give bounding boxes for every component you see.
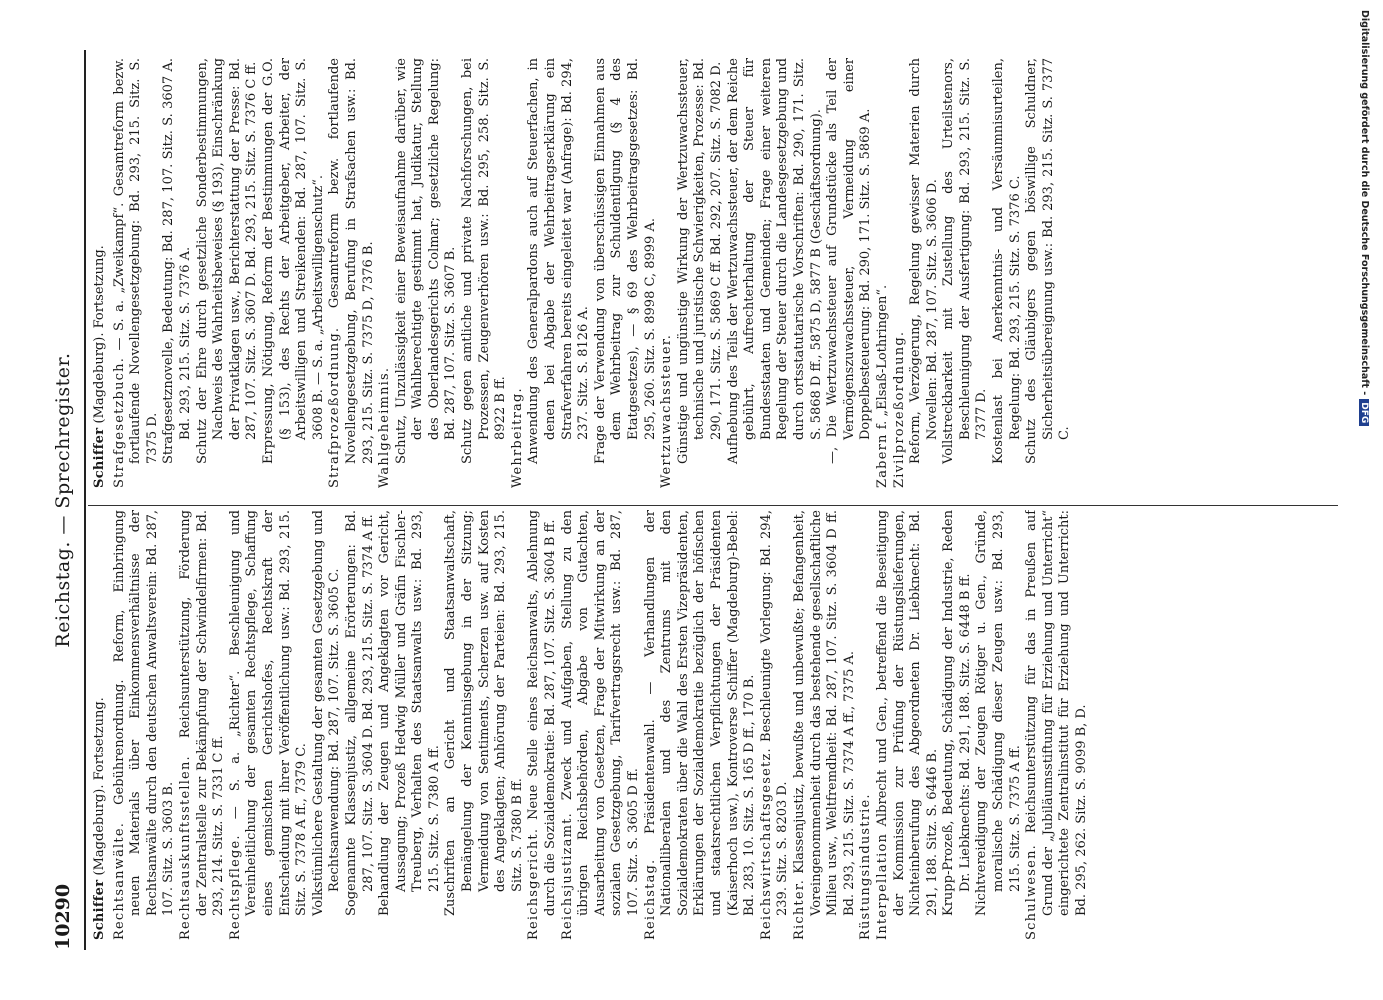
index-entry (875, 510, 941, 940)
entry-text: Sogenannte Klassenjustiz, allgemeine Erörterungen: Bd. 287, 107. Sitz. S. 3604 D. Bd. 293, 215. Sitz. S. 7374 A ff. (343, 510, 376, 916)
index-entry (858, 510, 875, 940)
index-entry (261, 58, 327, 488)
index-entry (526, 58, 592, 488)
entry-text: Gesamtreform bezw. fortlaufende Novellengesetzgebung, Berufung in Strafsachen usw.: Bd. 293, 215. Sitz. S. 7375 D, 7376 B. (327, 58, 376, 464)
entry-title: Reichsgericht. (526, 827, 542, 940)
index-entry (560, 510, 643, 940)
entry-text: Nichtvereidigung der Zeugen Rötiger u. Gen., Gründe, moralische Schädigung dieser Zeugen usw.: Bd. 293, 215. Sitz. S. 7375 A ff. (974, 510, 1023, 916)
entry-text: Reform, Verzögerung, Regelung gewisser Materien durch Novellen: Bd. 287, 107. Sitz. S. 3606 D. (908, 58, 940, 464)
entry-text: Albrecht und Gen., betreffend die Beseitigung der Kommission zur Prüfung der Rüstungslieferungen, Nichteinberufung des Abgeordneten Dr. Liebknecht: Bd. 291, 188. Sitz. S. 6446 B. (874, 510, 940, 916)
index-entry (941, 58, 991, 488)
speaker-name: Schiffer (92, 879, 107, 940)
entry-title: Interpellation (874, 832, 890, 940)
entry-text: Günstige und ungünstige Wirkung der Wertzuwachssteuer, technische und juristische Schwierigkeiten, Prozesse: Bd. 290, 171. Sitz. S. 5869 C ff. Bd. 292, 207. Sitz. S. 7082 D. (675, 58, 724, 464)
running-title: Reichstag. — Sprechregister. (52, 352, 74, 648)
entry-text: Aufhebung des Teils der Wertzuwachssteuer, der dem Reiche gebührt, Aufrechterhaltung der Steuer für Bundesstaaten und Gemeinden; Frage einer weiteren Regelung der Steuer durch die Landesgesetzgebung und durch ortsstatutarische Vorschriften: Bd. 290, 171. Sitz. S. 5868 D ff., 5875 D, 5877 B (Geschäftsordnung). (725, 58, 824, 464)
column-divider (88, 505, 1338, 506)
entry-text: Volkstümlichere Gestaltung der gesamten Gesetzgebung und Rechtsanwendung: Bd. 287, 107. Sitz. S. 3605 C. (310, 510, 343, 916)
index-entry (327, 58, 377, 488)
page-header (52, 50, 82, 950)
entry-text: Reichsunterstützung, Förderung der Zentralstelle zur Bekämpfung der Schwindelfirmen: Bd. 293, 214. Sitz. S. 7331 C ff. (177, 510, 227, 916)
entry-text: Schutz, Unzulässigkeit einer Beweisaufnahme darüber, wie der Wahlberechtigte gestimmt hat, Judikatur, Stellung des Oberlandesgerichts Colmar; gesetzliche Regelung: Bd. 287, 107. Sitz. S. 3607 B. (393, 58, 459, 464)
entry-text: Frage der Verwendung von überschüssigen Einnahmen aus dem Wehrbeitrag zur Schuldentilgung (§ 4 des Etatgesetzes), — § 69 des Wehrbeitragsgesetzes: Bd. 295, 260. Sitz. S. 8998 C, 8999 A. (592, 58, 658, 464)
digitization-imprint (1357, 10, 1370, 990)
entry-title: Zabern (874, 433, 890, 488)
index-entry (161, 58, 194, 488)
entry-text: — S. a. „Zweikampf“. Gesamtreform bezw. fortlaufende Novellengesetzgebung: Bd. 293, 215. Sitz. S. 7375 D. (111, 58, 160, 464)
entry-text: Reichsunterstützung für das in Preußen auf Grund der „Jubiläumsstiftung für Erziehung und Unterricht“ eingerichtete Zentralinstitut für Erziehung und Unterricht: Bd. 295, 262. Sitz. S. 9099 B, D. (1024, 510, 1090, 916)
entry-text: Zweck und Aufgaben, Stellung zu den übrigen Reichsbehörden, Abgabe von Gutachten, Ausarbeitung von Gesetzen, Frage der Mitwirkung an der sozialen Gesetzgebung, Tarifvertragsrecht usw.: Bd. 287, 107. Sitz. S. 3605 D ff. (559, 510, 641, 916)
index-entry (974, 510, 1024, 940)
index-entry (825, 58, 875, 488)
index-entry (443, 510, 526, 940)
entry-text: Strafgesetznovelle, Bedeutung: Bd. 287, 107. Sitz. S. 3607 A. Bd. 293, 215. Sitz. S. 7376 A. (161, 58, 193, 464)
entry-title: Wahlgeheimnis. (377, 366, 393, 488)
index-entry (1024, 510, 1090, 940)
entry-title: Zivilprozeßordnung. (891, 330, 907, 488)
dfg-logo: DFG (1359, 399, 1369, 426)
index-entry (1024, 58, 1074, 488)
right-column (92, 58, 1342, 488)
index-entry (311, 510, 344, 940)
entry-text: Klassenjustiz, bewußte und unbewußte; Befangenheit, Voreingenommenheit durch das bestehende gesellschaftliche Milieu usw., Weltfremdheit: Bd. 287, 107. Sitz. S. 3604 D ff. Bd. 293, 215. Sitz. S. 7374 A ff., 7375 A. (791, 510, 857, 916)
index-entry (178, 510, 228, 940)
entry-title: Rechtsanwälte. (111, 821, 127, 940)
index-entry (643, 510, 759, 940)
entry-title: Strafgesetzbuch. (111, 356, 127, 488)
index-entry (759, 510, 792, 940)
entry-text: Krupp-Prozeß, Bedeutung, Schädigung der Industrie, Reden Dr. Liebknechts: Bd. 291, 188. Sitz. S. 6448 B ff. (941, 510, 973, 916)
index-entry (344, 510, 377, 940)
entry-title: Rechtsauskunftsstellen. (177, 755, 193, 940)
entry-text: Zuschriften an Gericht und Staatsanwaltschaft, Bemängelung der Kenntnisgebung in der Sitzung; Vermeidung von Sentiments, Scherzen usw. auf Kosten des Angeklagten; Anhörung der Parteien: Bd. 293, 215. Sitz. S. 7380 B ff. (443, 510, 525, 916)
index-entry (228, 510, 311, 940)
entry-title: Wertzuwachssteuer. (659, 333, 675, 488)
entry-text: Schutz der Ehre durch gesetzliche Sonderbestimmungen, Nachweis des Wahrheitsbeweises (§ 193), Einschränkung der Privatklagen usw., Berichterstattung der Presse: Bd. 287, 107. Sitz. S. 3607 D. Bd. 293, 215. Sitz. S. 7376 C ff. (194, 58, 260, 464)
index-entry (112, 58, 162, 488)
index-entry (112, 510, 178, 940)
entry-text: Präsidentenwahl. — Verhandlungen der Nationalliberalen und des Zentrums mit den Sozialdemokraten über die Wahl des Ersten Vizepräsidenten, Erklärungen der Sozialdemokratie bezüglich der höfischen und staatsrechtlichen Verpflichtungen der Präsidenten (Kaiserhoch usw.), Kontroverse Schiffer (Magdeburg)-Bebel: Bd. 283, 10. Sitz. S. 165 D ff., 170 B. (642, 510, 758, 916)
index-entry (377, 510, 443, 940)
index-entry (460, 58, 510, 488)
index-entry (659, 58, 676, 488)
entry-title: Reichstag. (642, 858, 658, 940)
entry-title: Schulwesen. (1024, 844, 1040, 940)
entry-title: Rechtspflege. (227, 834, 243, 940)
index-entries (112, 510, 1091, 940)
left-column (92, 510, 1342, 940)
entry-text: —, Die Wertzuwachssteuer auf Grundstücke als Teil der Vermögenszuwachssteuer, Vermeidung einer Doppelbesteuerung: Bd. 290, 171. Sitz. S. 5869 A. (825, 58, 874, 464)
entry-title: Reichswirtschaftsgesetz. (758, 747, 774, 940)
entry-text: Erpressung, Nötigung, Reform der Bestimmungen der G.O. (§ 153), des Rechts der Arbeitgeber, Arbeiter, der Arbeitswilligen und Streikenden: Bd. 287, 107. Sitz. S. 3608 B. — S. a. „Arbeitswilligenschutz“. (260, 58, 326, 464)
speaker-name: Schiffer (92, 427, 107, 488)
page-number: 10290 (52, 883, 74, 950)
entry-title: Rüstungsindustrie. (858, 793, 874, 940)
entry-text: Schutz des Gläubigers gegen böswillige Schuldner, Sicherheitsübereignung usw.: Bd. 293, 215. Sitz. S. 7377 C. (1024, 58, 1073, 464)
index-entry (892, 58, 909, 488)
entry-text: Beschleunigte Vorlegung: Bd. 294, 239. Sitz. S. 8203 D. (758, 510, 791, 916)
header-rule (84, 50, 86, 950)
entry-text: f. „Elsaß-Lothringen“. (874, 284, 890, 430)
column-heading (92, 510, 109, 940)
entry-text: Neue Stelle eines Reichsanwalts, Ablehnung durch die Sozialdemokratie: Bd. 287, 107. Sitz. S. 3604 B ff. (526, 510, 559, 916)
entry-title: Strafprozeßordnung. (327, 326, 343, 488)
index-entries (112, 58, 1074, 488)
index-entry (941, 510, 974, 940)
index-entry (792, 510, 858, 940)
entry-text: Behandlung der Zeugen und Angeklagten vor Gericht, Aussagung; Prozeß Hedwig Müller und Gräfin Fischler-Treuberg, Verhalten des Staatsanwalts usw.: Bd. 293, 215. Sitz. S. 7380 A ff. (377, 510, 442, 916)
index-entry (394, 58, 460, 488)
index-entry (676, 58, 726, 488)
imprint-text: Digitalisierung gefördert durch die Deutsche Forschungsgemeinschaft - (1359, 10, 1370, 396)
entry-text: Anwendung des Generalpardons auch auf Steuerfachen, in denen bei Abgabe der Wehrbeitragserklärung ein Strafverfahren bereits eingeleitet war (Anfrage): Bd. 294, 237. Sitz. S. 8126 A. (526, 58, 592, 464)
entry-text: Vollstreckbarkeit mit Zustellung des Urteilstenors, Beschleunigung der Ausfertigung: Bd. 293, 215. Sitz. S. 7377 D. (941, 58, 990, 464)
index-entry (195, 58, 261, 488)
entry-text: Schutz gegen amtliche und private Nachforschungen, bei Prozessen, Zeugenverhören usw.: Bd. 295, 258. Sitz. S. 8922 B ff. (460, 58, 509, 464)
index-entry (593, 58, 659, 488)
entry-text: Kostenlast bei Anerkenntnis- und Versäumnisurteilen, Regelung: Bd. 293, 215. Sitz. S. 7376 C. (991, 58, 1023, 464)
index-entry (726, 58, 826, 488)
column-heading (92, 58, 109, 488)
speaker-continuation: (Magdeburg). Fortsetzung. (92, 697, 107, 876)
index-entry (908, 58, 941, 488)
entry-text: Gebührenordnung. Reform, Einbringung neuen Materials über Einkommensverhältnisse der Rechtsanwälte durch den deutschen Anwaltsverein: Bd. 287, 107. Sitz. S. 3603 B. (111, 510, 177, 916)
index-entry (526, 510, 559, 940)
index-entry (875, 58, 892, 488)
index-entry (510, 58, 527, 488)
index-entry (377, 58, 394, 488)
entry-title: Wehrbeitrag. (509, 387, 525, 488)
index-entry (991, 58, 1024, 488)
entry-title: Reichsjustizamt. (559, 812, 575, 940)
entry-text: — S. a. „Richter“. Beschleunigung und Vereinheitlichung der gesamten Rechtspflege, Schaffung eines gemischten Gerichtshofes, Rechtskraft der Entscheidung mit ihrer Veröffentlichung usw.: Bd. 293, 215. Sitz. S. 7378 A ff., 7379 C. (227, 510, 310, 916)
entry-title: Richter. (791, 878, 807, 940)
speaker-continuation: (Magdeburg). Fortsetzung. (92, 245, 107, 424)
